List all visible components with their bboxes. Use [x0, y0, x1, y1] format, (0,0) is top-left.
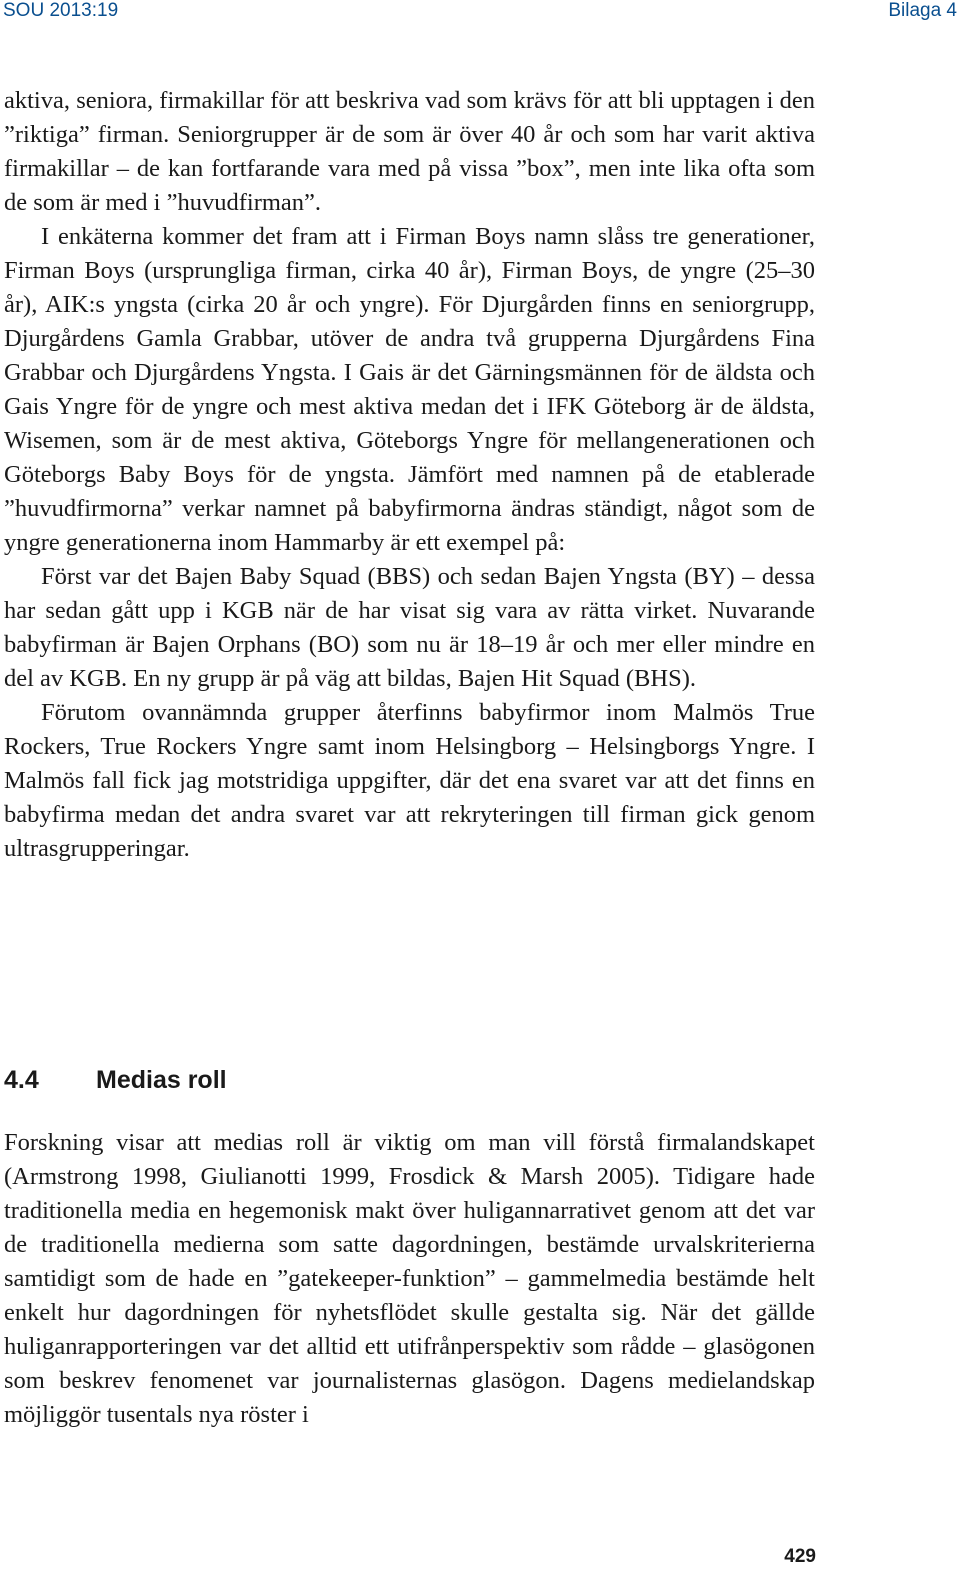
section-heading — [4, 1066, 227, 1095]
section-number: 4.4 — [4, 1066, 39, 1094]
body-text-block — [4, 84, 815, 866]
paragraph-hammarby-quote: Först var det Bajen Baby Squad (BBS) och sedan Bajen Yngsta (BY) – dessa har sedan gått upp i KGB när de har visat sig vara av rätta virket. Nuvarande babyfirman är Bajen Orphans (BO) som nu är 18–19 år och mer eller mindre en del av KGB. En ny grupp är på väg att bildas, Bajen Hit Squad (BHS). — [4, 563, 815, 692]
paragraph-continued: aktiva, seniora, firmakillar för att beskriva vad som krävs för att bli upptagen i den ”riktiga” firman. Seniorgrupper är de som är över 40 år och som har varit aktiva firmakillar – de kan fortfarande vara med på vissa ”box”, men inte lika ofta som de som är med i ”huvudfirman”. — [4, 87, 815, 216]
paragraph-media-role: Forskning visar att medias roll är viktig om man vill förstå firmalandskapet (Armstrong 1998, Giulianotti 1999, Frosdick & Marsh 2005). Tidigare hade traditionella media en hegemonisk makt över huligannarrativet genom att det var de traditionella medierna som satte dagordningen, bestämde urvalskriterierna samtidigt som de hade en ”gatekeeper-funktion” – gammelmedia bestämde helt enkelt hur dagordningen för nyhetsflödet skulle gestalta sig. När det gällde huliganrapporteringen var det alltid ett utifrånperspektiv som rådde – glasögonen som beskrev fenomenet var journalisternas glasögon. Dagens medielandskap möjliggör tusentals nya röster i — [4, 1129, 815, 1428]
appendix-label: Bilaga 4 — [888, 0, 957, 21]
paragraph-generations: I enkäterna kommer det fram att i Firman Boys namn slåss tre generationer, Firman Boys (ursprungliga firman, cirka 40 år), Firman Boys, de yngre (25–30 år), AIK:s yngsta (cirka 20 år och yngre). För Djurgården finns en seniorgrupp, Djurgårdens Gamla Grabbar, utöver de andra två grupperna Djurgårdens Fina Grabbar och Djurgårdens Yngsta. I Gais är det Gärningsmännen för de äldsta och Gais Yngre för de yngre och mest aktiva medan det i IFK Göteborg är de äldsta, Wisemen, som är de mest aktiva, Göteborgs Yngre för mellangenerationen och Göteborgs Baby Boys för de yngsta. Jämfört med namnen på de etablerade ”huvudfirmorna” verkar namnet på babyfirmorna ändras ständigt, något som de yngre generationerna inom Hammarby är ett exempel på: — [4, 223, 815, 556]
page-number: 429 — [784, 1546, 816, 1567]
document-reference: SOU 2013:19 — [3, 0, 119, 21]
section-title: Medias roll — [96, 1066, 227, 1094]
running-header — [0, 0, 960, 24]
paragraph-babyfirmor: Förutom ovannämnda grupper återfinns babyfirmor inom Malmös True Rockers, True Rockers Yngre samt inom Helsingborg – Helsingborgs Yngre. I Malmös fall fick jag motstridiga uppgifter, där det ena svaret var att det finns en babyfirma medan det andra svaret var att rekryteringen till firman gick genom ultrasgrupperingar. — [4, 699, 815, 862]
section-body — [4, 1126, 815, 1432]
